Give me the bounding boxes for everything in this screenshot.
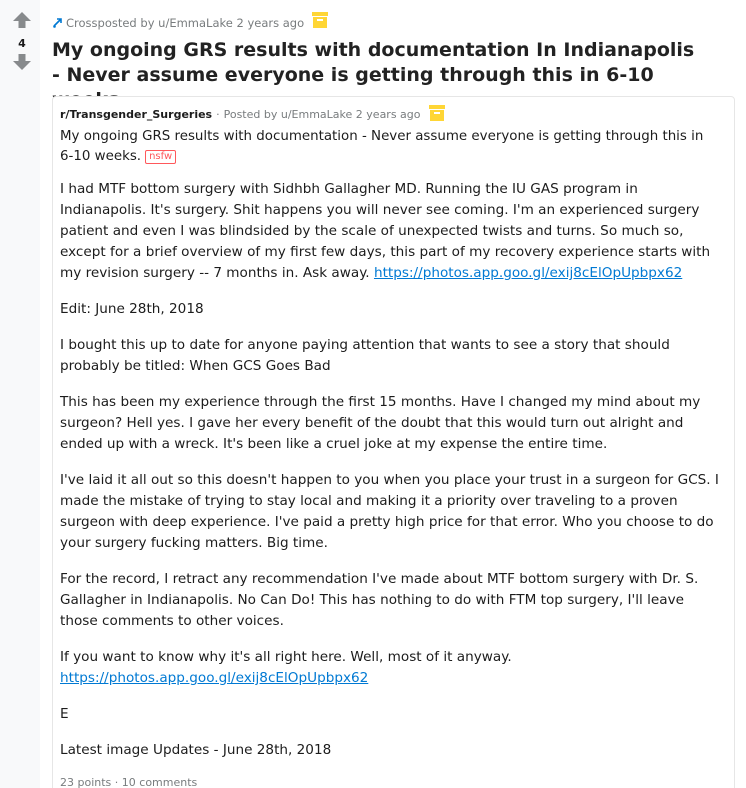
comments-link[interactable]: 10 comments [121,776,198,788]
original-post-title[interactable] [60,127,720,167]
body-paragraph-9: Latest image Updates - June 28th, 2018 [60,742,332,758]
post-footer: 23 points · 10 comments [60,776,198,788]
original-author-link[interactable]: u/EmmaLake [280,107,353,121]
original-post-meta [60,105,722,123]
body-paragraph-1: I had MTF bottom surgery with Sidhbh Gallagher MD. Running the IU GAS program in Indianapolis. It's surgery. Shit happens you will never see coming. I'm an experienced surgery patient and even I was blindsided by the scale of unexpected twists and turns. So much so, except for a brief overview of my first few days, this part of my recovery experience starts with my revision surgery -- 7 months in. Ask away. [60,181,711,281]
original-title-text: My ongoing GRS results with documentation - Never assume everyone is getting through this in 6-10 weeks. [60,129,704,164]
downvote-icon[interactable] [13,54,31,70]
body-paragraph-7: If you want to know why it's all right here. Well, most of it anyway. [60,649,512,665]
body-paragraph-4: This has been my experience through the first 15 months. Have I changed my mind about my surgeon? Hell yes. I gave her every benefit of the doubt that this would turn out alright and ended up with a wreck. It's been like a cruel joke at my expense the entire time. [60,394,701,452]
nsfw-badge: nsfw [145,150,176,164]
subreddit-link[interactable]: r/Transgender_Surgeries [60,107,213,121]
body-paragraph-2: Edit: June 28th, 2018 [60,301,204,317]
posted-by-label: Posted by [223,107,278,121]
crosspost-label: Crossposted by [66,16,155,30]
archive-award-icon [429,105,445,121]
vote-score: 4 [18,37,26,50]
original-age[interactable]: 2 years ago [355,107,421,121]
crossposted-card[interactable] [52,96,735,788]
archive-award-icon [312,12,328,28]
crosspost-meta [52,13,328,33]
crosspost-age[interactable]: 2 years ago [236,16,305,30]
crosspost-author-link[interactable]: u/EmmaLake [158,16,233,30]
post-body [60,179,720,761]
body-paragraph-5: I've laid it all out so this doesn't happen to you when you place your trust in a surgeon for GCS. I made the mistake of trying to stay local and making it a priority over traveling to a proven surgeon with deep experience. I've paid a pretty high price for that error. Who you choose to do your surgery fucking matters. Big time. [60,472,719,551]
body-paragraph-8: E [60,706,69,722]
body-paragraph-3: I bought this up to date for anyone paying attention that wants to see a story that should probably be titled: When GCS Goes Bad [60,337,670,374]
vote-column [0,0,40,788]
body-paragraph [60,647,720,689]
photos-link[interactable]: https://photos.app.goo.gl/exij8cElOpUpbpx62 [373,265,683,281]
photos-link-2[interactable]: https://photos.app.goo.gl/exij8cElOpUpbpx62 [60,670,369,686]
body-paragraph [60,179,720,284]
upvote-icon[interactable] [13,12,31,28]
crosspost-icon [52,17,64,29]
points-count: 23 points [60,776,112,788]
meta-separator: · [216,107,220,121]
body-paragraph-6: For the record, I retract any recommendation I've made about MTF bottom surgery with Dr. S. Gallagher in Indianapolis. No Can Do! This has nothing to do with FTM top surgery, I'll leave those comments to other voices. [60,571,699,629]
post-title[interactable]: My ongoing GRS results with documentation In Indianapolis - Never assume everyone is getting through this in 6-10 [52,39,695,86]
